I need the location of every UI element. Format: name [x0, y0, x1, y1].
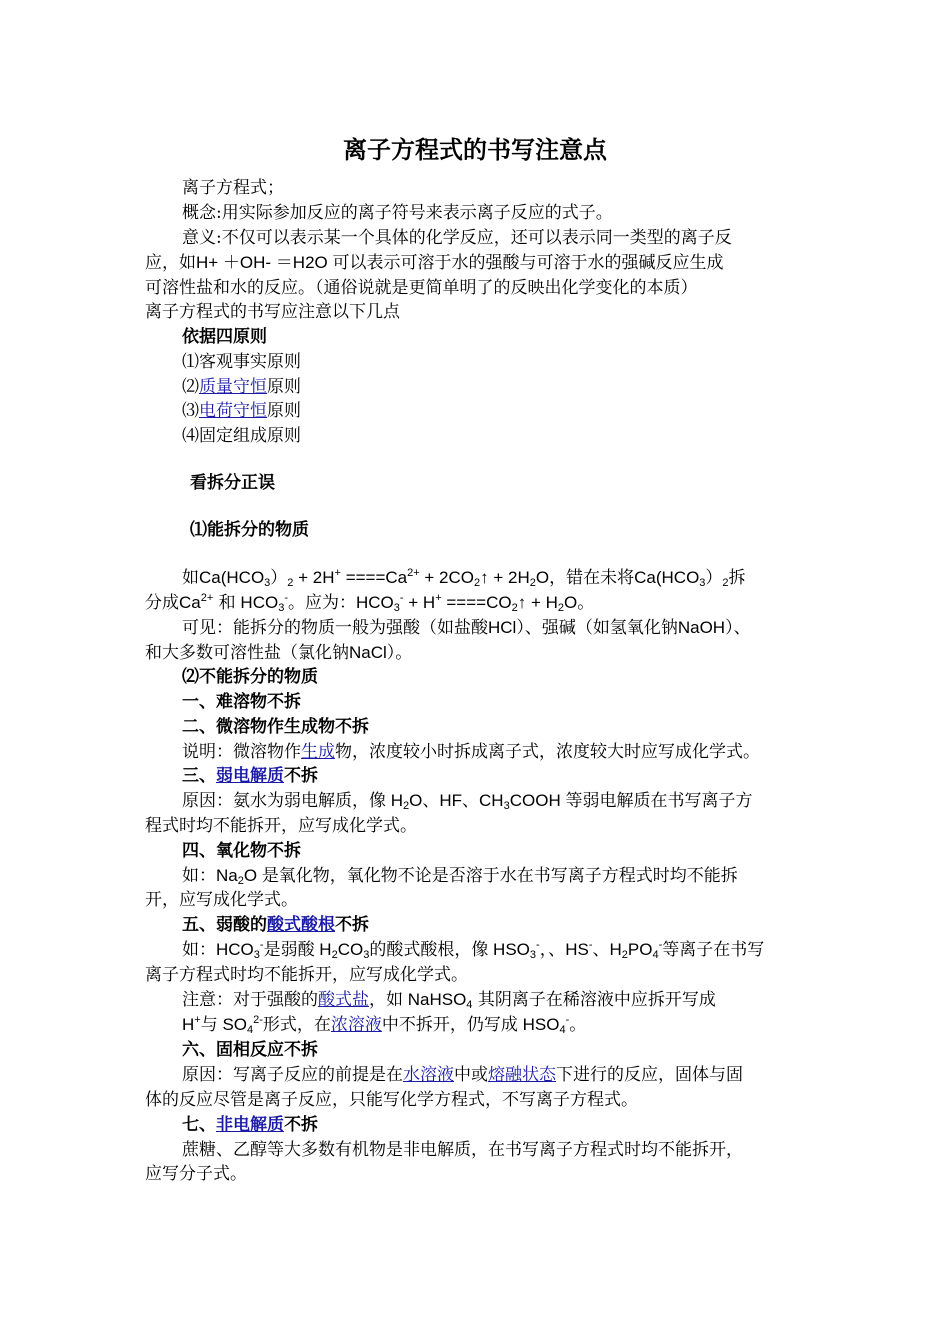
principle-item: ⑷固定组成原则	[182, 426, 301, 446]
link-charge-conservation[interactable]: 电荷守恒	[199, 401, 267, 421]
page-title: 离子方程式的书写注意点	[343, 135, 607, 164]
rule-heading: 五、弱酸的酸式酸根不拆	[182, 915, 369, 935]
meaning-text-3: 可溶性盐和水的反应。（通俗说就是更简单明了的反映出化学变化的本质）	[145, 278, 698, 298]
note-text: 离子方程式的书写应注意以下几点	[145, 302, 400, 322]
rule-note: 如：$Na_2O$ 是氧化物，氧化物不论是否溶于水在书写离子方程式时均不能拆	[182, 866, 738, 887]
split-subheading: ⑴能拆分的物质	[190, 520, 309, 540]
rule-note: H+与 $SO_4^{2-}$形式，在浓溶液中不拆开，仍写成 $HSO_4^-$。	[182, 1014, 587, 1036]
rule-note: 注意：对于强酸的酸式盐，如 NaHSO$_4$ 其阴离子在稀溶液中应拆开写成	[182, 990, 716, 1011]
principles-heading: 依据四原则	[182, 327, 267, 347]
rule-note: 如：$HCO_3^-$是弱酸 $H_2CO_3$的酸式酸根，像 $HSO_3^-$，、HS-、$H_2PO_4^-$等离子在书写	[182, 939, 765, 961]
meaning-text: 意义:不仅可以表示某一个具体的化学反应，还可以表示同一类型的离子反	[182, 228, 732, 248]
rule-note: 开，应写成化学式。	[145, 890, 298, 910]
example-line: 和大多数可溶性盐（氯化钠NaCl）。	[145, 643, 413, 663]
link-product[interactable]: 生成	[301, 742, 335, 762]
rule-heading: 二、微溶物作生成物不拆	[182, 717, 369, 737]
concept-text: 概念:用实际参加反应的离子符号来表示离子反应的式子。	[182, 203, 613, 223]
rule-heading: 七、非电解质不拆	[182, 1115, 318, 1135]
rule-note: 离子方程式时均不能拆开，应写成化学式。	[145, 965, 468, 985]
meaning-text-2: 应，如H+ ＋OH- ＝H2O 可以表示可溶于水的强酸与可溶于水的强碱反应生成	[145, 253, 724, 273]
example-line: 如$Ca(HCO_3)_2 + 2H^+ ====Ca^{2+}$ + $2CO_2↑ + 2H_2O$，错在未将$Ca(HCO_3)_2$拆	[182, 567, 746, 589]
rule-note: 体的反应尽管是离子反应，只能写化学方程式，不写离子方程式。	[145, 1090, 638, 1110]
link-molten-state[interactable]: 熔融状态	[488, 1065, 556, 1085]
link-acid-salt[interactable]: 酸式盐	[318, 990, 369, 1010]
rule-note: 原因：氨水为弱电解质，像 $H_2O$、HF、$CH_3COOH$ 等弱电解质在书写离子方	[182, 791, 753, 812]
rule-heading: 六、固相反应不拆	[182, 1040, 318, 1060]
rule-heading: 一、难溶物不拆	[182, 692, 301, 712]
link-weak-electrolyte[interactable]: 弱电解质	[216, 766, 284, 786]
rule-heading: 三、弱电解质不拆	[182, 766, 318, 786]
split-heading: 看拆分正误	[190, 473, 275, 493]
principle-item: ⑵质量守恒原则	[182, 377, 301, 397]
link-mass-conservation[interactable]: 质量守恒	[199, 377, 267, 397]
principle-item: ⑴客观事实原则	[182, 352, 301, 372]
link-aqueous-solution[interactable]: 水溶液	[403, 1065, 454, 1085]
principle-item: ⑶电荷守恒原则	[182, 401, 301, 421]
rule-heading: 四、氧化物不拆	[182, 841, 301, 861]
example-line: 分成$Ca^{2+}$ 和 $HCO_3^-$。应为：$HCO_3^- + H^+$ $====CO_2↑ + H_2O$。	[145, 592, 595, 614]
intro-line: 离子方程式；	[182, 178, 284, 198]
rule-note: 原因：写离子反应的前提是在水溶液中或熔融状态下进行的反应，固体与固	[182, 1065, 743, 1085]
split-subheading: ⑵不能拆分的物质	[182, 667, 318, 687]
link-non-electrolyte[interactable]: 非电解质	[216, 1115, 284, 1135]
example-line: 可见：能拆分的物质一般为强酸（如盐酸HCl）、强碱（如氢氧化钠NaOH）、	[182, 618, 751, 638]
link-concentrated-solution[interactable]: 浓溶液	[330, 1015, 382, 1035]
rule-note: 蔗糖、乙醇等大多数有机物是非电解质，在书写离子方程式时均不能拆开，	[182, 1140, 743, 1160]
equation: H+ ＋OH- ＝H2O	[196, 253, 333, 272]
link-acid-radical[interactable]: 酸式酸根	[267, 915, 335, 935]
rule-note: 应写分子式。	[145, 1164, 247, 1184]
rule-note: 说明：微溶物作生成物，浓度较小时拆成离子式，浓度较大时应写成化学式。	[182, 742, 760, 762]
rule-note: 程式时均不能拆开，应写成化学式。	[145, 816, 417, 836]
